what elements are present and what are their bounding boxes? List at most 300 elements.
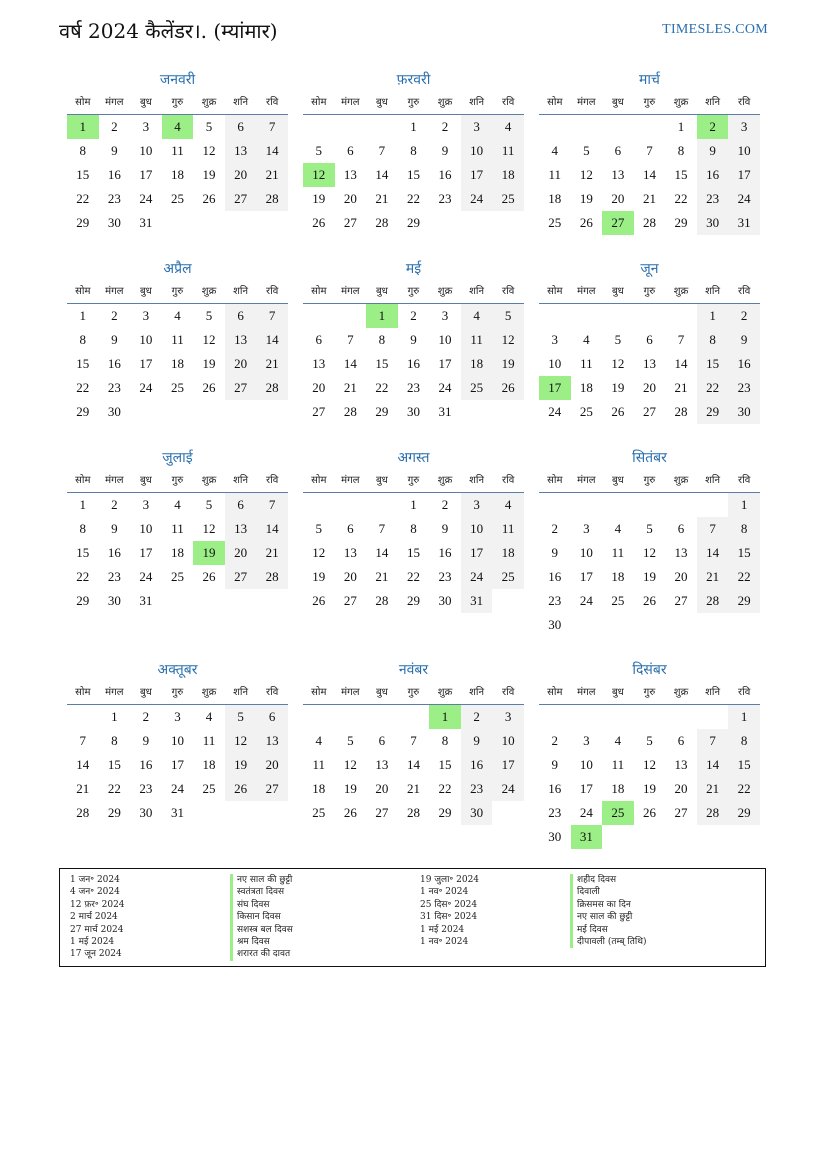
day-cell: 25 (170, 569, 184, 584)
day-cell: 21 (674, 380, 688, 395)
weekday-label: शुक्र (201, 286, 217, 297)
day-cell: 8 (79, 143, 87, 158)
day-cell: 28 (375, 593, 389, 608)
day-cell: 28 (256, 376, 288, 400)
day-cell: 28 (642, 215, 656, 230)
day-cell: 13 (375, 757, 389, 772)
day-cell: 9 (441, 143, 449, 158)
legend-holiday-name: शहीद दिवस (570, 874, 646, 886)
day-cell: 28 (375, 215, 389, 230)
empty-cell (335, 705, 367, 729)
day-cell: 18 (611, 781, 625, 796)
month-block (303, 448, 524, 613)
day-cell: 1 (79, 497, 87, 512)
legend-left-names (230, 874, 293, 961)
day-cell: 3 (142, 497, 150, 512)
day-cell: 12 (312, 545, 326, 560)
day-cell: 5 (315, 143, 323, 158)
day-cell: 23 (697, 187, 729, 211)
day-cell: 10 (728, 139, 760, 163)
empty-cell (571, 705, 603, 729)
day-cell: 13 (611, 167, 625, 182)
day-cell: 29 (107, 805, 121, 820)
day-cell: 13 (642, 356, 656, 371)
day-cell: 3 (142, 308, 150, 323)
day-cell: 24 (139, 380, 153, 395)
day-cell: 11 (171, 143, 184, 158)
empty-cell (634, 493, 666, 517)
day-cell: 15 (375, 356, 389, 371)
weekday-label: रवि (502, 286, 515, 297)
day-cell: 11 (492, 517, 524, 541)
weekday-label: शुक्र (673, 97, 689, 108)
day-cell: 15 (406, 545, 420, 560)
weekday-label: रवि (266, 97, 279, 108)
day-cell: 11 (611, 545, 625, 560)
empty-cell (366, 705, 398, 729)
weekday-label: बुध (611, 286, 624, 297)
weekday-label: शुक्र (201, 97, 217, 108)
empty-cell (634, 705, 666, 729)
day-cell: 2 (111, 497, 118, 512)
day-cell: 21 (375, 191, 389, 206)
day-cell: 2 (410, 308, 417, 323)
month-block (539, 259, 760, 424)
day-grid (67, 115, 288, 235)
day-cell: 22 (697, 376, 729, 400)
weekday-label: सोम (311, 97, 327, 108)
holiday-legend (59, 868, 766, 967)
day-cell: 13 (225, 328, 257, 352)
day-cell: 17 (139, 545, 153, 560)
day-cell: 2 (461, 705, 493, 729)
holiday-day-cell: 2 (697, 115, 729, 139)
page-title: वर्ष 2024 कैलेंडर।. (म्यांमार) (59, 19, 278, 43)
weekday-label: बुध (611, 475, 624, 486)
day-cell: 10 (548, 356, 562, 371)
day-cell: 14 (76, 757, 90, 772)
day-cell: 8 (410, 143, 417, 158)
day-cell: 6 (646, 332, 653, 347)
empty-cell (539, 304, 571, 328)
day-cell: 22 (107, 781, 121, 796)
day-cell: 13 (343, 167, 357, 182)
day-cell: 3 (551, 332, 559, 347)
day-cell: 27 (674, 593, 688, 608)
weekday-label: शुक्र (201, 687, 217, 698)
empty-cell (335, 304, 367, 328)
weekday-label: बुध (139, 475, 152, 486)
day-cell: 18 (461, 352, 493, 376)
month-name: जनवरी (159, 72, 196, 88)
weekday-label: सोम (75, 97, 91, 108)
weekday-header (67, 682, 288, 705)
day-cell: 25 (170, 380, 184, 395)
day-cell: 31 (438, 404, 452, 419)
day-cell: 25 (492, 187, 524, 211)
day-cell: 19 (611, 380, 625, 395)
holiday-day-cell: 1 (67, 115, 99, 139)
empty-cell (67, 705, 99, 729)
day-cell: 24 (170, 781, 184, 796)
day-cell: 19 (225, 753, 257, 777)
day-cell: 5 (347, 733, 354, 748)
legend-right-dates (420, 874, 479, 948)
legend-date: 1 मई 2024 (70, 936, 115, 947)
day-grid (303, 115, 524, 235)
day-cell: 16 (139, 757, 153, 772)
weekday-label: रवि (738, 286, 751, 297)
legend-date: 31 दिस॰ 2024 (420, 912, 478, 923)
day-cell: 6 (614, 143, 622, 158)
legend-holiday-name: संघ दिवस (230, 899, 293, 911)
day-cell: 11 (461, 328, 493, 352)
weekday-label: रवि (502, 97, 515, 108)
day-cell: 15 (674, 167, 688, 182)
day-cell: 8 (378, 332, 386, 347)
day-cell: 25 (170, 191, 184, 206)
day-cell: 25 (312, 805, 326, 820)
weekday-label: रवि (502, 475, 515, 486)
day-cell: 29 (728, 589, 760, 613)
day-cell: 18 (492, 541, 524, 565)
day-cell: 9 (728, 328, 760, 352)
day-cell: 3 (174, 709, 181, 724)
day-cell: 19 (492, 352, 524, 376)
day-cell: 17 (492, 753, 524, 777)
weekday-label: शुक्र (201, 475, 217, 486)
day-cell: 25 (548, 215, 562, 230)
empty-cell (303, 493, 335, 517)
day-cell: 26 (642, 593, 656, 608)
day-cell: 2 (551, 521, 559, 536)
day-cell: 18 (548, 191, 562, 206)
day-grid (67, 705, 288, 825)
day-cell: 11 (611, 757, 625, 772)
day-cell: 8 (677, 143, 685, 158)
day-cell: 1 (697, 304, 729, 328)
day-cell: 12 (492, 328, 524, 352)
day-cell: 29 (375, 404, 389, 419)
day-cell: 18 (611, 569, 625, 584)
month-name: जून (640, 261, 659, 277)
day-cell: 16 (406, 356, 420, 371)
day-cell: 30 (697, 211, 729, 235)
weekday-label: सोम (547, 286, 563, 297)
day-cell: 23 (107, 191, 121, 206)
day-cell: 23 (107, 569, 121, 584)
day-cell: 10 (170, 733, 184, 748)
legend-date: 1 जन॰ 2024 (70, 875, 120, 885)
day-cell: 18 (492, 163, 524, 187)
weekday-label: शुक्र (437, 97, 453, 108)
day-cell: 12 (579, 167, 593, 182)
day-grid (303, 705, 524, 825)
day-cell: 25 (611, 593, 625, 608)
day-cell: 4 (174, 308, 181, 323)
day-cell: 2 (142, 709, 150, 724)
empty-cell (571, 115, 603, 139)
day-cell: 4 (492, 493, 524, 517)
day-cell: 24 (461, 565, 493, 589)
day-cell: 24 (579, 593, 593, 608)
day-cell: 24 (728, 187, 760, 211)
weekday-label: सोम (547, 475, 563, 486)
day-cell: 25 (579, 404, 593, 419)
day-cell: 12 (202, 521, 216, 536)
day-cell: 3 (461, 493, 493, 517)
day-cell: 11 (171, 332, 184, 347)
empty-cell (697, 705, 729, 729)
day-cell: 9 (697, 139, 729, 163)
day-grid (303, 493, 524, 613)
day-cell: 15 (76, 356, 90, 371)
day-cell: 26 (312, 215, 326, 230)
day-cell: 17 (139, 356, 153, 371)
month-name: अक्तूबर (157, 662, 198, 678)
day-cell: 24 (579, 805, 593, 820)
day-cell: 2 (441, 497, 449, 512)
day-cell: 26 (492, 376, 524, 400)
weekday-header (303, 281, 524, 304)
day-cell: 18 (170, 356, 184, 371)
month-name: मई (405, 261, 422, 277)
day-cell: 10 (461, 517, 493, 541)
day-cell: 30 (107, 593, 121, 608)
day-cell: 27 (375, 805, 389, 820)
brand-link[interactable]: TIMESLES.COM (662, 22, 768, 37)
day-cell: 21 (375, 569, 389, 584)
empty-cell (697, 493, 729, 517)
day-cell: 7 (256, 115, 288, 139)
empty-cell (602, 493, 634, 517)
empty-cell (366, 493, 398, 517)
weekday-label: गुरु (407, 687, 420, 698)
weekday-label: बुध (139, 97, 152, 108)
weekday-label: रवि (738, 97, 751, 108)
empty-cell (602, 115, 634, 139)
day-cell: 21 (256, 163, 288, 187)
day-cell: 20 (674, 781, 688, 796)
day-cell: 3 (142, 119, 150, 134)
day-cell: 7 (646, 143, 653, 158)
day-cell: 11 (580, 356, 593, 371)
day-cell: 9 (551, 545, 559, 560)
day-cell: 5 (492, 304, 524, 328)
month-name: फ़रवरी (396, 72, 431, 88)
day-cell: 27 (642, 404, 656, 419)
day-cell: 26 (579, 215, 593, 230)
day-cell: 14 (256, 328, 288, 352)
day-cell: 14 (642, 167, 656, 182)
legend-date: 19 जुला॰ 2024 (420, 875, 480, 885)
day-cell: 7 (677, 332, 685, 347)
weekday-label: सोम (311, 687, 327, 698)
empty-cell (335, 493, 367, 517)
day-cell: 29 (728, 801, 760, 825)
weekday-header (67, 470, 288, 493)
day-cell: 10 (438, 332, 452, 347)
legend-date: 12 फ़र॰ 2024 (70, 899, 125, 910)
day-cell: 13 (225, 517, 257, 541)
day-cell: 22 (375, 380, 389, 395)
day-cell: 23 (438, 569, 452, 584)
weekday-label: शनि (705, 286, 721, 297)
day-cell: 6 (225, 493, 257, 517)
day-cell: 28 (76, 805, 90, 820)
day-cell: 8 (728, 729, 760, 753)
day-cell: 20 (642, 380, 656, 395)
day-cell: 27 (225, 565, 257, 589)
weekday-label: शुक्र (673, 286, 689, 297)
weekday-label: मंगल (577, 687, 596, 698)
weekday-label: रवि (738, 475, 751, 486)
month-name: सितंबर (632, 450, 667, 466)
day-cell: 7 (79, 733, 87, 748)
weekday-header (67, 281, 288, 304)
day-cell: 3 (728, 115, 760, 139)
weekday-label: शनि (705, 687, 721, 698)
day-cell: 5 (225, 705, 257, 729)
weekday-label: सोम (547, 97, 563, 108)
weekday-label: शनि (705, 475, 721, 486)
day-cell: 30 (548, 829, 562, 844)
weekday-label: गुरु (643, 97, 656, 108)
day-cell: 2 (728, 304, 760, 328)
day-cell: 28 (697, 801, 729, 825)
day-cell: 29 (406, 215, 420, 230)
legend-holiday-name: सशस्त्र बल दिवस (230, 924, 293, 936)
legend-holiday-name: किसान दिवस (230, 911, 293, 923)
day-cell: 15 (697, 352, 729, 376)
day-cell: 16 (548, 569, 562, 584)
day-cell: 4 (583, 332, 590, 347)
day-cell: 17 (438, 356, 452, 371)
day-cell: 8 (79, 332, 87, 347)
day-cell: 19 (202, 356, 216, 371)
day-cell: 14 (375, 167, 389, 182)
month-name: मार्च (639, 72, 660, 88)
day-cell: 4 (551, 143, 559, 158)
day-cell: 11 (312, 757, 326, 772)
day-cell: 28 (406, 805, 420, 820)
day-cell: 31 (139, 593, 153, 608)
weekday-label: मंगल (341, 475, 360, 486)
legend-holiday-name: नए साल की छुट्टी (570, 911, 646, 923)
day-cell: 18 (170, 545, 184, 560)
day-cell: 21 (697, 777, 729, 801)
weekday-label: मंगल (105, 97, 124, 108)
month-block (303, 70, 524, 235)
weekday-header (303, 682, 524, 705)
weekday-label: शनि (233, 475, 249, 486)
weekday-label: सोम (75, 286, 91, 297)
month-block (539, 448, 760, 637)
day-cell: 15 (406, 167, 420, 182)
day-cell: 3 (441, 308, 449, 323)
weekday-label: मंगल (105, 687, 124, 698)
day-cell: 9 (142, 733, 150, 748)
legend-holiday-name: शरारत की दावत (230, 948, 293, 960)
day-cell: 20 (343, 191, 357, 206)
day-cell: 27 (674, 805, 688, 820)
day-cell: 26 (225, 777, 257, 801)
day-cell: 7 (256, 493, 288, 517)
day-cell: 4 (492, 115, 524, 139)
day-cell: 16 (107, 545, 121, 560)
day-cell: 27 (225, 187, 257, 211)
day-cell: 12 (202, 143, 216, 158)
weekday-label: मंगल (105, 475, 124, 486)
weekday-label: सोम (311, 286, 327, 297)
day-cell: 6 (256, 705, 288, 729)
legend-holiday-name: क्रिसमस का दिन (570, 899, 646, 911)
day-cell: 26 (343, 805, 357, 820)
empty-cell (634, 115, 666, 139)
day-cell: 14 (697, 541, 729, 565)
month-block (303, 660, 524, 825)
weekday-header (67, 92, 288, 115)
day-cell: 15 (107, 757, 121, 772)
day-cell: 10 (139, 521, 153, 536)
day-cell: 7 (697, 729, 729, 753)
day-cell: 16 (697, 163, 729, 187)
day-cell: 23 (438, 191, 452, 206)
holiday-day-cell: 12 (303, 163, 335, 187)
month-name: अप्रैल (163, 261, 192, 277)
weekday-label: शनि (233, 97, 249, 108)
day-cell: 1 (79, 308, 87, 323)
weekday-label: बुध (375, 97, 388, 108)
day-cell: 15 (76, 545, 90, 560)
empty-cell (539, 705, 571, 729)
weekday-label: शुक्र (437, 286, 453, 297)
day-cell: 27 (225, 376, 257, 400)
day-cell: 7 (378, 521, 386, 536)
weekday-label: बुध (139, 687, 152, 698)
legend-date: 4 जन॰ 2024 (70, 887, 120, 898)
day-cell: 23 (139, 781, 153, 796)
day-cell: 13 (674, 757, 688, 772)
day-cell: 11 (202, 733, 216, 748)
day-cell: 18 (202, 757, 216, 772)
day-cell: 9 (551, 757, 559, 772)
weekday-header (539, 281, 760, 304)
day-cell: 4 (614, 733, 622, 748)
day-cell: 4 (205, 709, 213, 724)
day-cell: 2 (441, 119, 449, 134)
day-cell: 31 (170, 805, 184, 820)
day-cell: 20 (611, 191, 625, 206)
weekday-label: बुध (611, 97, 624, 108)
day-cell: 21 (697, 565, 729, 589)
weekday-header (539, 470, 760, 493)
day-grid (67, 304, 288, 424)
weekday-label: शनि (469, 286, 485, 297)
weekday-label: गुरु (643, 286, 656, 297)
day-cell: 19 (312, 569, 326, 584)
day-cell: 19 (312, 191, 326, 206)
day-cell: 1 (677, 119, 685, 134)
day-cell: 26 (202, 569, 216, 584)
weekday-label: सोम (311, 475, 327, 486)
day-cell: 26 (202, 380, 216, 395)
weekday-label: सोम (547, 687, 563, 698)
day-cell: 14 (406, 757, 420, 772)
month-block (303, 259, 524, 424)
legend-holiday-name: स्वतंत्रता दिवस (230, 886, 293, 898)
day-cell: 23 (461, 777, 493, 801)
